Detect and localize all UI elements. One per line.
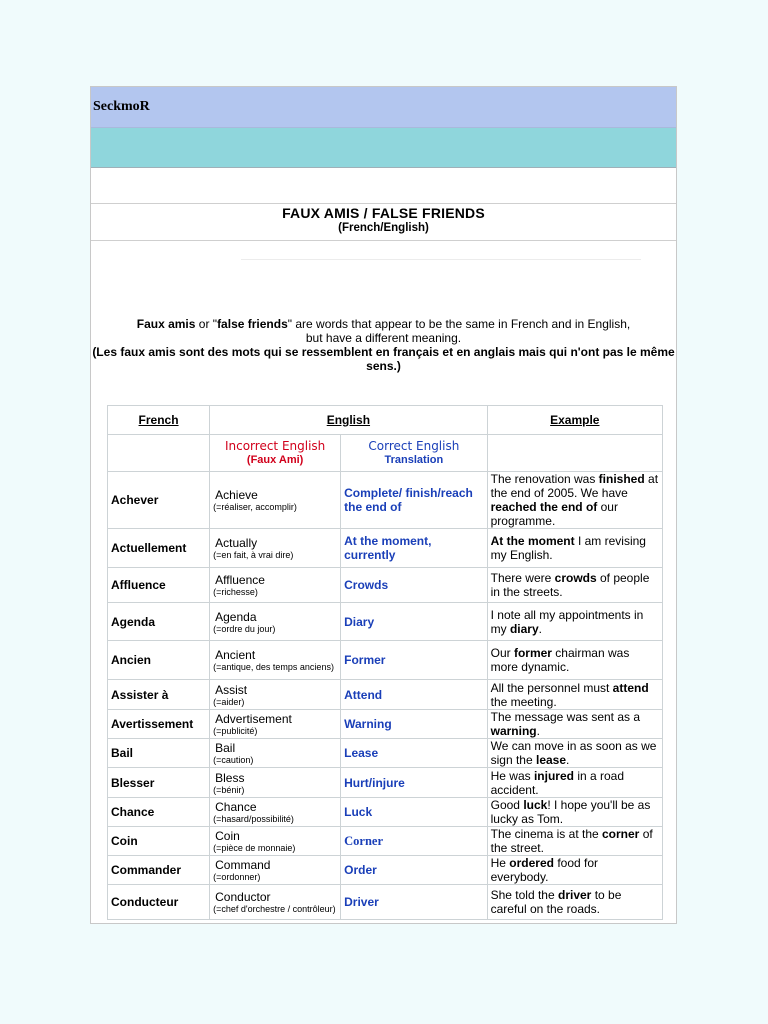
- false-friend-note: (=aider): [213, 696, 245, 707]
- example-text: All the personnel must: [490, 680, 613, 695]
- intro-line-3: (Les faux amis sont des mots qui se ressemblent en français et en anglais mais qui n'ont pas le même sens.): [92, 345, 675, 373]
- false-friend-word: Advertisement: [215, 712, 292, 726]
- false-friend-cell: [210, 827, 341, 856]
- faint-divider: [241, 259, 641, 260]
- french-word: Avertissement: [108, 710, 210, 739]
- false-friend-word: Bail: [215, 741, 236, 755]
- translation: Corner: [341, 827, 487, 856]
- french-word: Conducteur: [108, 885, 210, 920]
- example-highlight: crowds: [554, 571, 597, 585]
- example-sentence: [487, 739, 662, 768]
- example-highlight: diary: [509, 621, 539, 636]
- example-text: in a road accident.: [490, 768, 625, 797]
- french-word: Affluence: [108, 568, 210, 603]
- header-french: French: [108, 406, 210, 435]
- false-friend-note: (=en fait, à vrai dire): [213, 550, 294, 560]
- example-highlight: injured: [533, 768, 574, 783]
- false-friends-table: [107, 405, 663, 920]
- false-friend-word: Ancient: [215, 648, 256, 662]
- example-text: She told the: [490, 888, 558, 902]
- false-friend-note: (=antique, des temps anciens): [213, 662, 334, 672]
- table-row: [108, 856, 663, 885]
- subheader-correct: Correct English Translation: [341, 435, 487, 472]
- intro-line-1: Faux amis or "false friends" are words that appear to be the same in French and in English,: [136, 317, 631, 331]
- example-text: .: [538, 621, 542, 636]
- table-row: [108, 739, 663, 768]
- false-friend-note: (=bénir): [213, 784, 245, 795]
- example-sentence: [487, 680, 662, 710]
- example-text: He: [490, 856, 510, 870]
- example-sentence: [487, 827, 662, 856]
- example-text: The cinema is at the: [490, 827, 602, 841]
- false-friend-word: Assist: [215, 682, 248, 697]
- example-text: The message was sent as a: [490, 710, 641, 724]
- example-sentence: [487, 768, 662, 798]
- example-highlight: warning: [490, 724, 537, 738]
- translation: Hurt/injure: [341, 768, 487, 798]
- false-friend-cell: [210, 856, 341, 885]
- table-row: [108, 798, 663, 827]
- false-friend-note: (=richesse): [213, 587, 258, 597]
- example-sentence: [487, 603, 662, 641]
- example-text: to be careful on the roads.: [490, 888, 622, 916]
- false-friend-note: (=caution): [213, 755, 254, 765]
- example-sentence: [487, 856, 662, 885]
- example-text: .: [566, 753, 570, 767]
- false-friend-note: (=hasard/possibilité): [213, 814, 294, 824]
- false-friend-cell: [210, 529, 341, 568]
- example-text: the meeting.: [490, 694, 557, 709]
- header-band: [91, 87, 676, 128]
- example-highlight: driver: [558, 888, 592, 902]
- translation: Attend: [341, 680, 487, 710]
- table-row: [108, 827, 663, 856]
- false-friend-cell: [210, 472, 341, 529]
- intro-paragraph: [91, 317, 676, 373]
- example-text: of people in the streets.: [490, 571, 650, 599]
- example-text: I am revising my English.: [490, 534, 646, 562]
- table-row: [108, 680, 663, 710]
- false-friend-word: Agenda: [215, 609, 257, 624]
- translation: Warning: [341, 710, 487, 739]
- example-highlight: ordered: [509, 856, 554, 870]
- false-friend-note: (=pièce de monnaie): [213, 843, 296, 853]
- french-word: Actuellement: [108, 529, 210, 568]
- table-row: [108, 568, 663, 603]
- false-friend-cell: [210, 798, 341, 827]
- translation: Order: [341, 856, 487, 885]
- example-text: Good: [490, 798, 524, 812]
- french-word: Commander: [108, 856, 210, 885]
- false-friend-word: Actually: [215, 536, 258, 550]
- french-word: Blesser: [108, 768, 210, 798]
- false-friend-cell: [210, 885, 341, 920]
- example-text: The renovation was: [490, 472, 599, 486]
- example-text: our programme.: [490, 500, 618, 528]
- example-text: There were: [490, 571, 555, 585]
- french-word: Ancien: [108, 641, 210, 680]
- subheader-empty: [108, 435, 210, 472]
- table-row: [108, 710, 663, 739]
- table-row: [108, 603, 663, 641]
- false-friend-cell: [210, 603, 341, 641]
- example-highlight: At the moment: [490, 534, 575, 548]
- example-sentence: [487, 798, 662, 827]
- table-row: [108, 641, 663, 680]
- false-friend-note: (=chef d'orchestre / contrôleur): [213, 904, 336, 914]
- translation: At the moment, currently: [341, 529, 487, 568]
- example-highlight: lease: [535, 753, 567, 767]
- translation: Complete/ finish/reach the end of: [341, 472, 487, 529]
- header-english: English: [210, 406, 487, 435]
- example-highlight: finished: [598, 472, 645, 486]
- false-friend-word: Affluence: [215, 573, 265, 587]
- divider: [91, 203, 676, 204]
- false-friend-word: Bless: [215, 770, 245, 785]
- translation: Driver: [341, 885, 487, 920]
- false-friend-word: Conductor: [215, 890, 271, 904]
- example-text: ! I hope you'll be as lucky as Tom.: [490, 798, 651, 826]
- translation: Diary: [341, 603, 487, 641]
- false-friend-cell: [210, 680, 341, 710]
- example-text: I note all my appointments in my: [490, 607, 644, 636]
- example-sentence: [487, 885, 662, 920]
- example-highlight: reached the end of: [490, 500, 598, 514]
- false-friend-word: Achieve: [215, 488, 258, 502]
- french-word: Achever: [108, 472, 210, 529]
- example-text: He was: [490, 768, 534, 783]
- example-highlight: former: [513, 646, 552, 660]
- example-sentence: [487, 568, 662, 603]
- false-friend-cell: [210, 568, 341, 603]
- table-subheader-row: [108, 435, 663, 472]
- french-word: Bail: [108, 739, 210, 768]
- translation: Luck: [341, 798, 487, 827]
- example-sentence: [487, 529, 662, 568]
- french-word: Agenda: [108, 603, 210, 641]
- example-highlight: corner: [602, 827, 640, 841]
- false-friend-note: (=réaliser, accomplir): [213, 502, 297, 512]
- page-subtitle: (French/English): [338, 222, 429, 234]
- translation: Lease: [341, 739, 487, 768]
- translation: Crowds: [341, 568, 487, 603]
- french-word: Chance: [108, 798, 210, 827]
- document-page: [90, 86, 677, 924]
- false-friend-note: (=ordre du jour): [213, 623, 276, 634]
- brand-name: SeckmoR: [93, 99, 150, 114]
- subheader-empty: [487, 435, 662, 472]
- example-text: Our: [490, 646, 514, 660]
- page-title: FAUX AMIS / FALSE FRIENDS: [282, 205, 485, 221]
- example-sentence: [487, 710, 662, 739]
- table-row: [108, 472, 663, 529]
- false-friend-note: (=ordonner): [213, 872, 261, 882]
- french-word: Coin: [108, 827, 210, 856]
- example-sentence: [487, 641, 662, 680]
- example-sentence: [487, 472, 662, 529]
- example-text: of the street.: [490, 827, 653, 855]
- example-highlight: luck: [523, 798, 548, 812]
- table-row: [108, 529, 663, 568]
- accent-band: [91, 128, 676, 168]
- table-row: [108, 768, 663, 798]
- french-word: Assister à: [108, 680, 210, 710]
- header-example: Example: [487, 406, 662, 435]
- false-friend-note: (=publicité): [213, 726, 258, 736]
- false-friend-cell: [210, 739, 341, 768]
- example-text: food for everybody.: [490, 856, 599, 884]
- example-text: .: [536, 724, 540, 738]
- false-friend-word: Chance: [215, 800, 257, 814]
- example-text: chairman was more dynamic.: [490, 646, 630, 674]
- example-highlight: attend: [612, 680, 649, 695]
- example-text: at the end of 2005. We have: [490, 472, 659, 500]
- false-friend-cell: [210, 768, 341, 798]
- false-friend-cell: [210, 710, 341, 739]
- false-friend-word: Coin: [215, 829, 240, 843]
- false-friend-word: Command: [215, 858, 271, 872]
- table-row: [108, 885, 663, 920]
- divider: [91, 240, 676, 241]
- translation: Former: [341, 641, 487, 680]
- subheader-incorrect: Incorrect English (Faux Ami): [210, 435, 341, 472]
- table-header-row: [108, 406, 663, 435]
- intro-line-2: but have a different meaning.: [305, 331, 462, 345]
- false-friend-cell: [210, 641, 341, 680]
- example-text: We can move in as soon as we sign the: [490, 739, 657, 767]
